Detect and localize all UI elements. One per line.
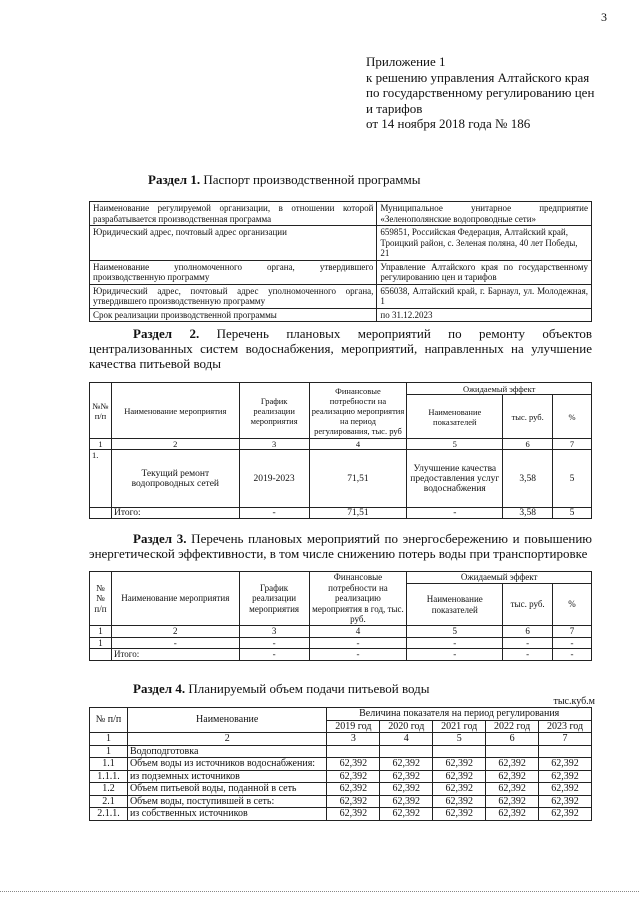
col-number: 4 <box>309 626 407 638</box>
row-num: 2.1 <box>90 795 128 808</box>
row-value: 62,392 <box>539 770 592 783</box>
table-row <box>90 260 592 284</box>
row-name: Текущий ремонт водопроводных сетей <box>111 450 239 508</box>
appendix-line: по государственному регулированию цен <box>366 85 595 100</box>
col-number: 5 <box>433 733 486 746</box>
header-year: 2023 год <box>539 720 592 733</box>
row-num: 2.1.1. <box>90 808 128 821</box>
row-indicator: - <box>407 637 503 649</box>
row-indicator: Улучшение качества предоставления услуг водоснабжения <box>407 450 503 508</box>
table-row <box>90 226 592 261</box>
row-name: Объем воды из источников водоснабжения: <box>127 758 326 771</box>
passport-label: Срок реализации производственной программы <box>90 308 377 322</box>
passport-value: Муниципальное унитарное предприятие «Зеленополянские водопроводные сети» <box>377 202 592 226</box>
col-number: 7 <box>553 626 592 638</box>
header-num: № п/п <box>90 708 128 733</box>
row-value: 62,392 <box>380 783 433 796</box>
passport-label: Юридический адрес, почтовый адрес уполномоченного органа, утвердившего производственную программу <box>90 284 377 308</box>
row-num: 1.1.1. <box>90 770 128 783</box>
appendix-line: Приложение 1 <box>366 54 446 69</box>
total-finance: - <box>309 649 407 661</box>
table-row <box>90 783 592 796</box>
row-value: 62,392 <box>539 783 592 796</box>
row-value: 62,392 <box>327 758 380 771</box>
section1-heading <box>148 172 420 188</box>
row-name: Водоподготовка <box>127 745 326 758</box>
row-value: 62,392 <box>539 795 592 808</box>
header-name: Наименование мероприятия <box>111 572 239 626</box>
row-name: Объем питьевой воды, поданной в сеть <box>127 783 326 796</box>
section1-number: Раздел 1. <box>148 172 201 187</box>
header-finance: Финансовые потребности на реализацию мероприятия на период регулирования, тыс. руб <box>309 383 407 439</box>
row-value: 62,392 <box>327 808 380 821</box>
table-row <box>90 284 592 308</box>
total-thous: 3,58 <box>503 508 553 519</box>
repair-measures-table <box>89 382 592 519</box>
row-pct: 5 <box>553 450 592 508</box>
section4-number: Раздел 4. <box>133 681 186 696</box>
col-number: 5 <box>407 439 503 450</box>
col-number: 3 <box>239 626 309 638</box>
section3-heading <box>89 531 592 561</box>
row-value: 62,392 <box>327 795 380 808</box>
col-number: 2 <box>111 626 239 638</box>
section4-heading <box>133 681 430 697</box>
row-value: 62,392 <box>433 758 486 771</box>
passport-label: Юридический адрес, почтовый адрес организации <box>90 226 377 261</box>
header-name: Наименование <box>127 708 326 733</box>
row-value <box>539 745 592 758</box>
header-pct: % <box>553 584 592 626</box>
total-indicator: - <box>407 649 503 661</box>
table-row <box>90 758 592 771</box>
row-schedule: - <box>239 637 309 649</box>
row-value: 62,392 <box>539 808 592 821</box>
page-bottom-divider <box>0 891 639 892</box>
total-thous: - <box>503 649 553 661</box>
header-effect: Ожидаемый эффект <box>407 383 592 395</box>
header-indicator: Наименование показателей <box>407 584 503 626</box>
total-schedule: - <box>239 508 309 519</box>
column-numbers-row <box>90 439 592 450</box>
row-value: 62,392 <box>486 770 539 783</box>
header-effect: Ожидаемый эффект <box>407 572 592 584</box>
passport-table <box>89 201 592 322</box>
row-value: 62,392 <box>380 770 433 783</box>
row-value <box>486 745 539 758</box>
header-pct: % <box>553 395 592 439</box>
col-number: 3 <box>239 439 309 450</box>
water-supply-volume-table <box>89 707 592 821</box>
row-value: 62,392 <box>433 808 486 821</box>
row-name: Объем воды, поступившей в сеть: <box>127 795 326 808</box>
row-value <box>327 745 380 758</box>
section2-heading <box>89 326 592 371</box>
table-row <box>90 808 592 821</box>
row-value: 62,392 <box>433 783 486 796</box>
row-value: 62,392 <box>380 758 433 771</box>
col-number: 6 <box>503 626 553 638</box>
passport-value: 659851, Российская Федерация, Алтайский край, Троицкий район, с. Зеленая поляна, 40 лет Победы, 21 <box>377 226 592 261</box>
header-year: 2020 год <box>380 720 433 733</box>
col-number: 4 <box>380 733 433 746</box>
appendix-line: к решению управления Алтайского края <box>366 69 590 85</box>
row-value <box>380 745 433 758</box>
passport-label: Наименование уполномоченного органа, утвердившего производственную программу <box>90 260 377 284</box>
row-value: 62,392 <box>486 795 539 808</box>
total-row <box>90 649 592 661</box>
table-row <box>90 450 592 508</box>
header-indicator: Наименование показателей <box>407 395 503 439</box>
header-schedule: График реализации мероприятия <box>239 383 309 439</box>
total-label: Итого: <box>111 508 239 519</box>
passport-label: Наименование регулируемой организации, в отношении которой разрабатывается производственная программа <box>90 202 377 226</box>
header-year: 2022 год <box>486 720 539 733</box>
col-number: 1 <box>90 439 112 450</box>
table-row <box>90 202 592 226</box>
section4-title: Планируемый объем подачи питьевой воды <box>185 681 430 696</box>
header-schedule: График реализации мероприятия <box>239 572 309 626</box>
col-number: 3 <box>327 733 380 746</box>
energy-measures-table <box>89 571 592 661</box>
passport-value: Управление Алтайского края по государственному регулированию цен и тарифов <box>377 260 592 284</box>
col-number: 1 <box>90 626 112 638</box>
column-numbers-row <box>90 626 592 638</box>
row-name: - <box>111 637 239 649</box>
row-value: 62,392 <box>433 795 486 808</box>
total-pct: 5 <box>553 508 592 519</box>
col-number: 1 <box>90 733 128 746</box>
table-row <box>90 708 592 721</box>
row-num: 1.1 <box>90 758 128 771</box>
header-thous: тыс. руб. <box>503 584 553 626</box>
row-value: 62,392 <box>486 783 539 796</box>
col-number: 6 <box>486 733 539 746</box>
row-num: 1. <box>90 450 112 508</box>
row-value: 62,392 <box>327 783 380 796</box>
row-num: 1 <box>90 745 128 758</box>
row-value: 62,392 <box>380 795 433 808</box>
header-name: Наименование мероприятия <box>111 383 239 439</box>
col-number: 2 <box>111 439 239 450</box>
row-name: из собственных источников <box>127 808 326 821</box>
row-value: 62,392 <box>380 808 433 821</box>
header-thous: тыс. руб. <box>503 395 553 439</box>
total-schedule: - <box>239 649 309 661</box>
row-pct: - <box>553 637 592 649</box>
row-finance: - <box>309 637 407 649</box>
row-num: 1.2 <box>90 783 128 796</box>
total-pct: - <box>553 649 592 661</box>
row-value: 62,392 <box>486 758 539 771</box>
row-num: 1 <box>90 637 112 649</box>
row-value <box>433 745 486 758</box>
col-number: 5 <box>407 626 503 638</box>
header-year: 2021 год <box>433 720 486 733</box>
row-schedule: 2019-2023 <box>239 450 309 508</box>
table-row <box>90 572 592 584</box>
table-row <box>90 795 592 808</box>
table-row <box>90 308 592 322</box>
row-name: из подземных источников <box>127 770 326 783</box>
row-finance: 71,51 <box>309 450 407 508</box>
header-year: 2019 год <box>327 720 380 733</box>
header-num: №№ п/п <box>90 383 112 439</box>
row-value: 62,392 <box>433 770 486 783</box>
table-row <box>90 770 592 783</box>
row-thous: - <box>503 637 553 649</box>
table-row <box>90 637 592 649</box>
table-row <box>90 745 592 758</box>
col-number: 6 <box>503 439 553 450</box>
col-number: 7 <box>539 733 592 746</box>
total-indicator: - <box>407 508 503 519</box>
passport-value: 656038, Алтайский край, г. Барнаул, ул. Молодежная, 1 <box>377 284 592 308</box>
header-period: Величина показателя на период регулирования <box>327 708 592 721</box>
total-finance: 71,51 <box>309 508 407 519</box>
section3-title: Перечень плановых мероприятий по энергосбережению и повышению энергетической эффективности, в том числе снижению потерь воды при транспортировке <box>89 531 592 561</box>
section2-number: Раздел 2. <box>133 326 200 341</box>
section2-title: Перечень плановых мероприятий по ремонту объектов централизованных систем водоснабжения, мероприятий, направленных на улучшение качества питьевой воды <box>89 326 592 371</box>
appendix-header <box>366 54 594 132</box>
units-label: тыс.куб.м <box>553 696 595 707</box>
column-numbers-row <box>90 733 592 746</box>
passport-value: по 31.12.2023 <box>377 308 592 322</box>
total-row <box>90 508 592 519</box>
appendix-line: от 14 ноября 2018 года № 186 <box>366 116 531 131</box>
table-row <box>90 383 592 395</box>
header-finance: Финансовые потребности на реализацию мероприятия в год, тыс. руб. <box>309 572 407 626</box>
row-thous: 3,58 <box>503 450 553 508</box>
col-number: 4 <box>309 439 407 450</box>
section3-number: Раздел 3. <box>133 531 187 546</box>
col-number: 2 <box>127 733 326 746</box>
row-value: 62,392 <box>539 758 592 771</box>
total-num <box>90 508 112 519</box>
total-label: Итого: <box>111 649 239 661</box>
total-num <box>90 649 112 661</box>
col-number: 7 <box>553 439 592 450</box>
appendix-line: и тарифов <box>366 100 423 116</box>
row-value: 62,392 <box>327 770 380 783</box>
section1-title: Паспорт производственной программы <box>200 172 421 187</box>
row-value: 62,392 <box>486 808 539 821</box>
header-num: №№ п/п <box>90 572 112 626</box>
page-number: 3 <box>601 10 607 24</box>
